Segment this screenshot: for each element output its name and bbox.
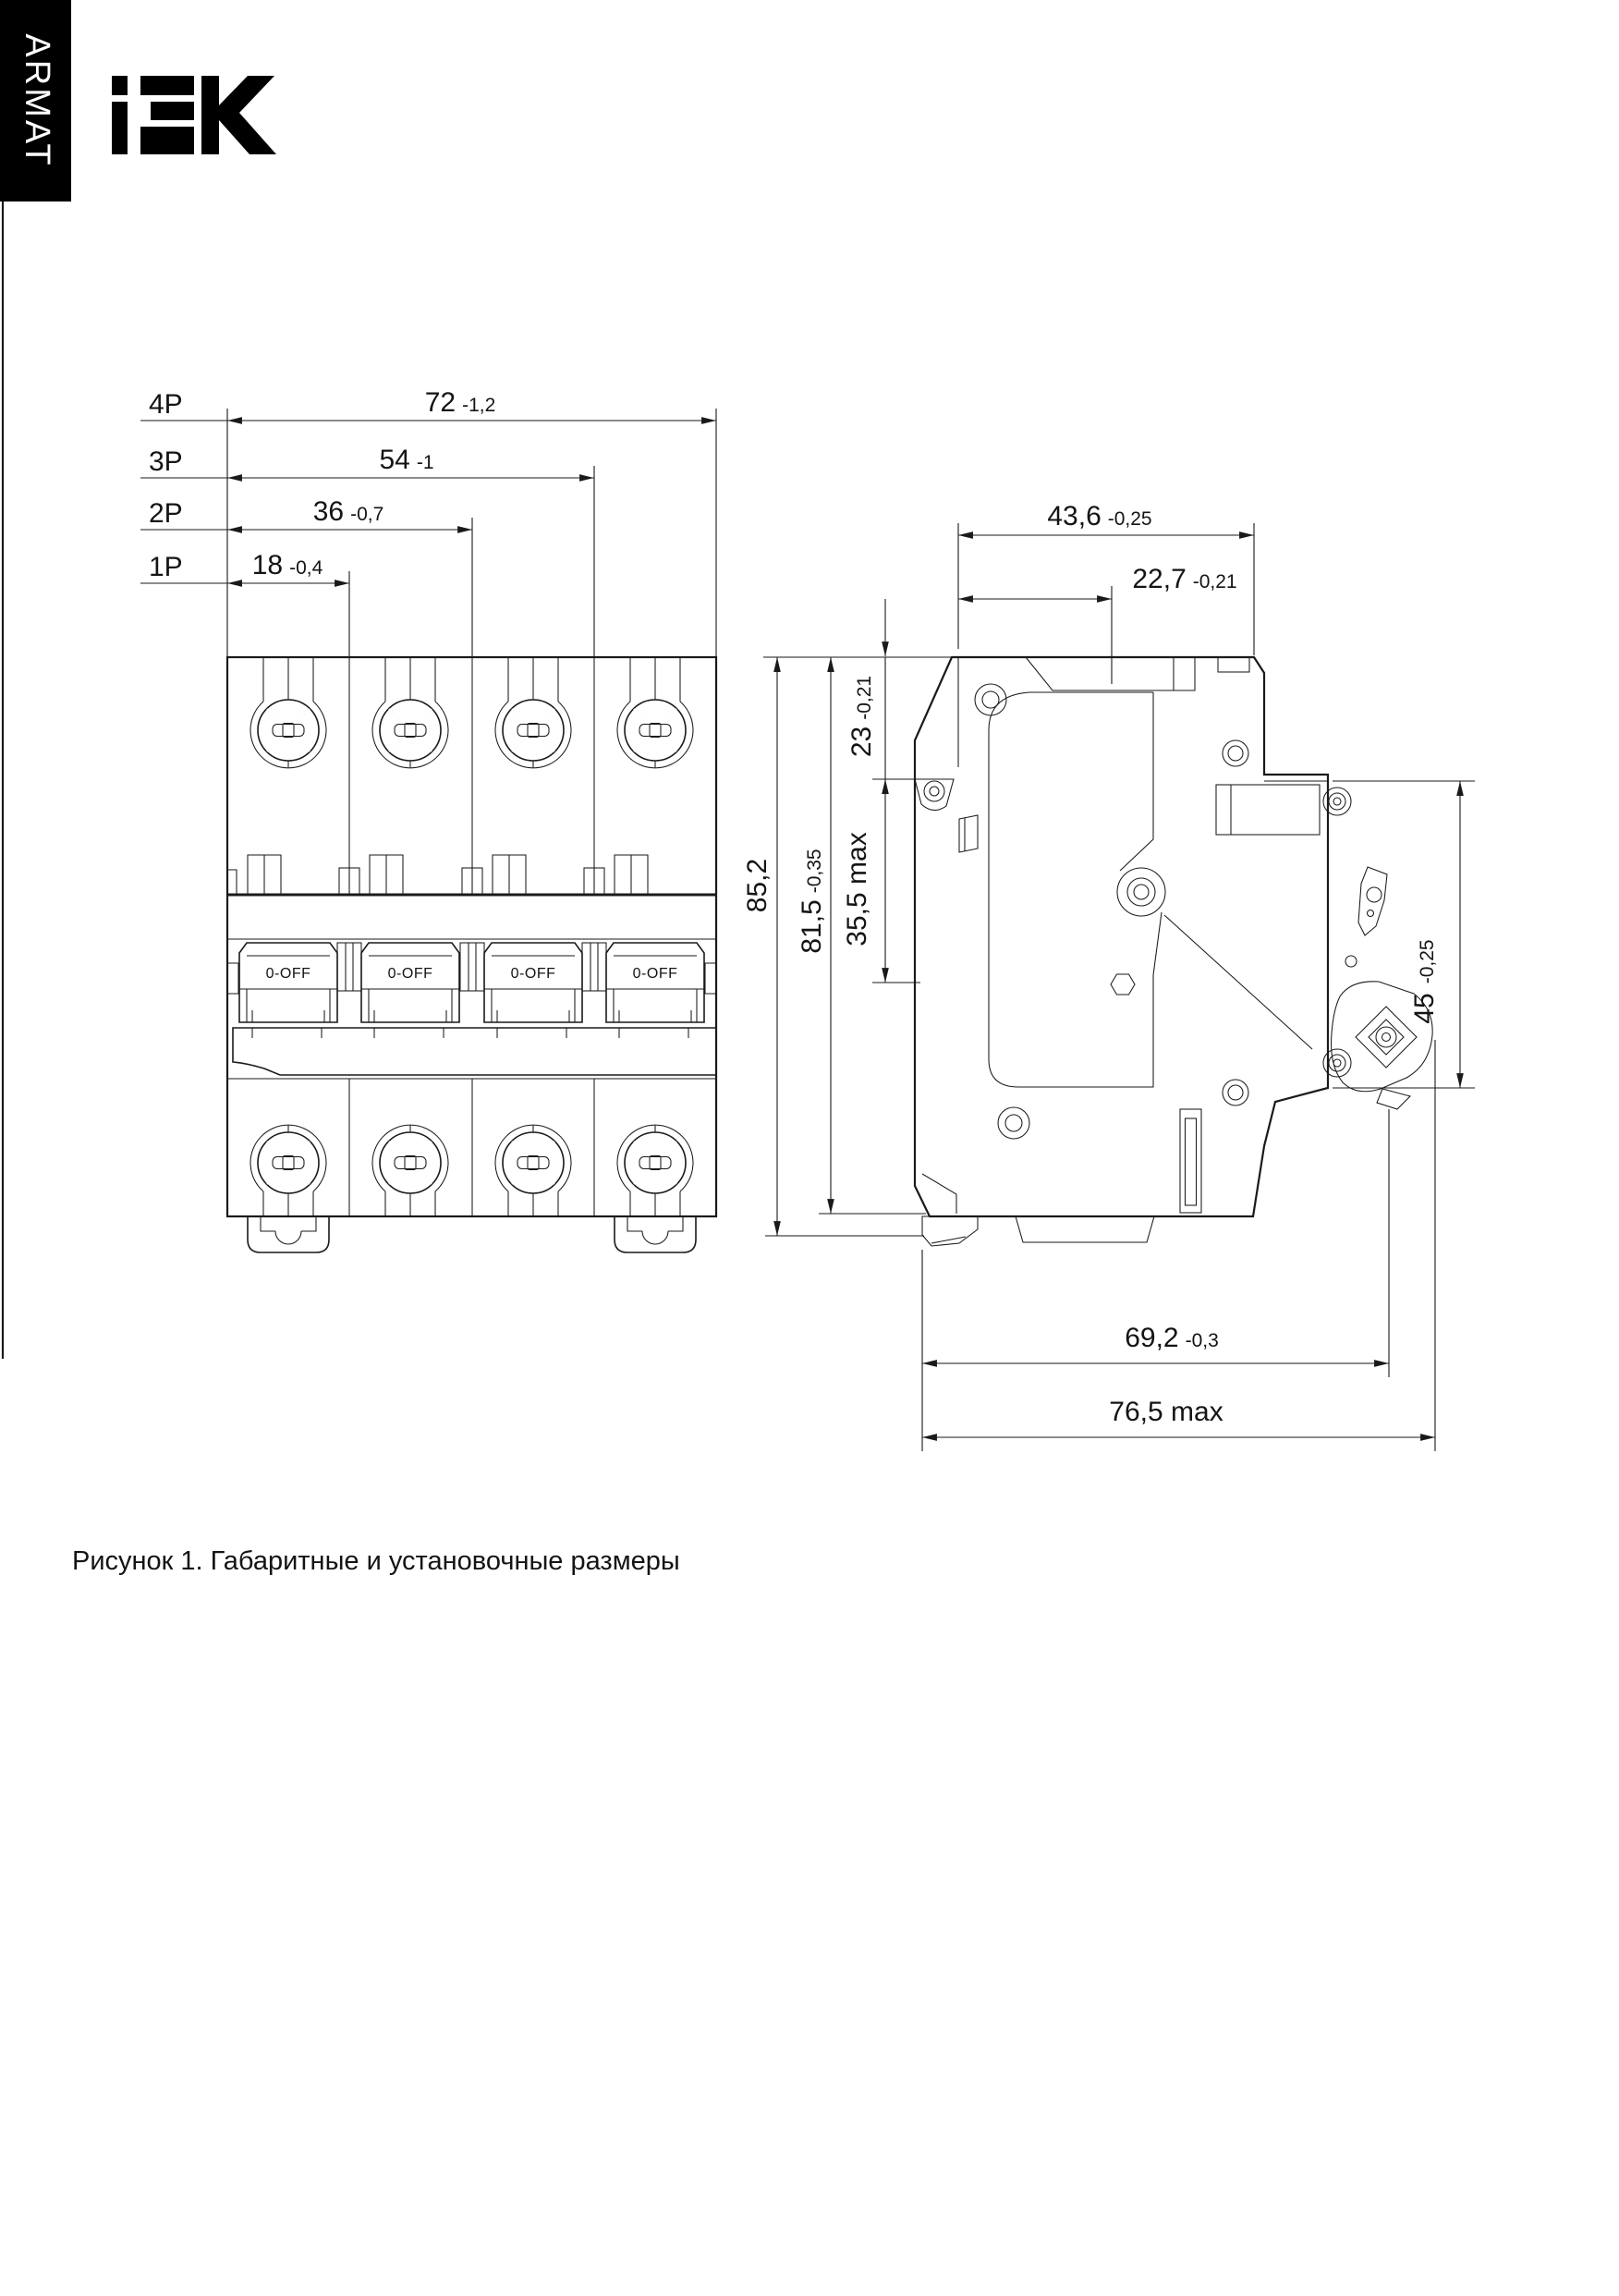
- front-view-drawing: [227, 657, 716, 1252]
- dim-4p-pole-label: 4P: [149, 389, 183, 420]
- dim-1p-value: 18 -0,4: [251, 550, 323, 580]
- dim-din-zone: 35,5 max: [842, 832, 872, 946]
- brand-sidebar-label: ARMAT: [17, 33, 56, 168]
- dim-height-total: 85,2: [742, 858, 773, 913]
- dim-depth-on-rail: 69,2 -0,3: [1125, 1323, 1219, 1353]
- dim-3p-pole-label: 3P: [149, 446, 183, 477]
- figure-caption: Рисунок 1. Габаритные и установочные размеры: [72, 1546, 680, 1576]
- switch-label-pole2: 0-OFF: [387, 966, 433, 982]
- side-view-drawing: [915, 657, 1432, 1246]
- dim-height-body: 81,5-0,35: [797, 849, 827, 954]
- dim-2p-pole-label: 2P: [149, 498, 183, 529]
- switch-label-pole4: 0-OFF: [632, 966, 678, 982]
- side-view-dimensions: [742, 501, 1475, 1451]
- handle-tie-bar: [233, 1028, 716, 1075]
- dim-3p-value: 54 -1: [379, 445, 434, 475]
- dim-width-top: 43,6 -0,25: [1047, 501, 1152, 531]
- dim-width-front: 22,7 -0,21: [1132, 564, 1237, 594]
- dim-2p-value: 36 -0,7: [312, 496, 384, 527]
- brand-sidebar: [0, 0, 71, 1359]
- dim-terminal-span: 45-0,25: [1409, 939, 1440, 1024]
- dim-din-top: 23-0,21: [846, 675, 877, 758]
- front-view-dimensions: [140, 387, 716, 657]
- switch-label-pole1: 0-OFF: [265, 966, 311, 982]
- iek-logo: [112, 76, 276, 154]
- dim-4p-value: 72 -1,2: [424, 387, 496, 418]
- dim-1p-pole-label: 1P: [149, 552, 183, 582]
- dim-depth-max: 76,5 max: [1109, 1397, 1223, 1427]
- switch-label-pole3: 0-OFF: [510, 966, 556, 982]
